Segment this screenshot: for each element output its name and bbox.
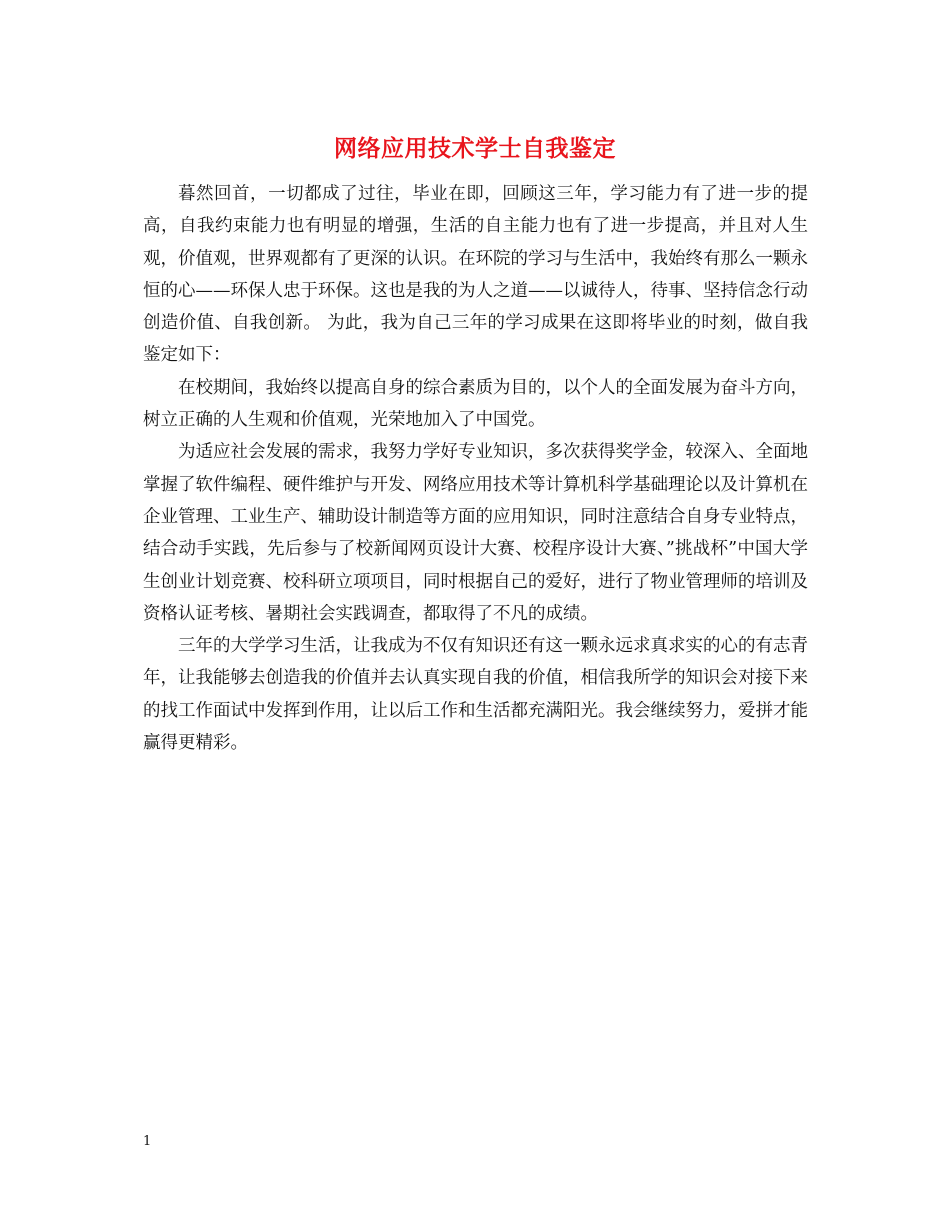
document-title: 网络应用技术学士自我鉴定 (334, 135, 616, 162)
paragraph-intro: 暮然回首，一切都成了过往，毕业在即，回顾这三年，学习能力有了进一步的提高，自我约束能力也有明显的增强，生活的自主能力也有了进一步提高，并且对人生观，价值观，世界观都有了更深的认识。在环院的学习与生活中，我始终有那么一颗永恒的心——环保人忠于环保。这也是我的为人之道——以诚待人，待事、坚持信念行动创造价值、自我创新。 为此，我为自己三年的学习成果在这即将毕业的时刻，做自我鉴定如下： (143, 184, 808, 366)
paragraph-conclusion: 三年的大学学习生活，让我成为不仅有知识还有这一颗永远求真求实的心的有志青年，让我能够去创造我的价值并去认真实现自我的价值，相信我所学的知识会对接下来的找工作面试中发挥到作用，让以后工作和生活都充满阳光。我会继续努力，爱拼才能赢得更精彩。 (143, 636, 808, 754)
document-body (143, 178, 808, 759)
page-number: 1 (143, 1134, 152, 1149)
paragraph-school-period: 在校期间，我始终以提高自身的综合素质为目的，以个人的全面发展为奋斗方向，树立正确的人生观和价值观，光荣地加入了中国党。 (143, 377, 808, 431)
paragraph-professional-knowledge: 为适应社会发展的需求，我努力学好专业知识，多次获得奖学金，较深入、全面地掌握了软件编程、硬件维护与开发、网络应用技术等计算机科学基础理论以及计算机在企业管理、工业生产、辅助设计制造等方面的应用知识，同时注意结合自身专业特点，结合动手实践，先后参与了校新闻网页设计大赛、校程序设计大赛、”挑战杯”中国大学生创业计划竞赛、校科研立项项目，同时根据自己的爱好，进行了物业管理师的培训及资格认证考核、暑期社会实践调查，都取得了不凡的成绩。 (143, 442, 808, 624)
